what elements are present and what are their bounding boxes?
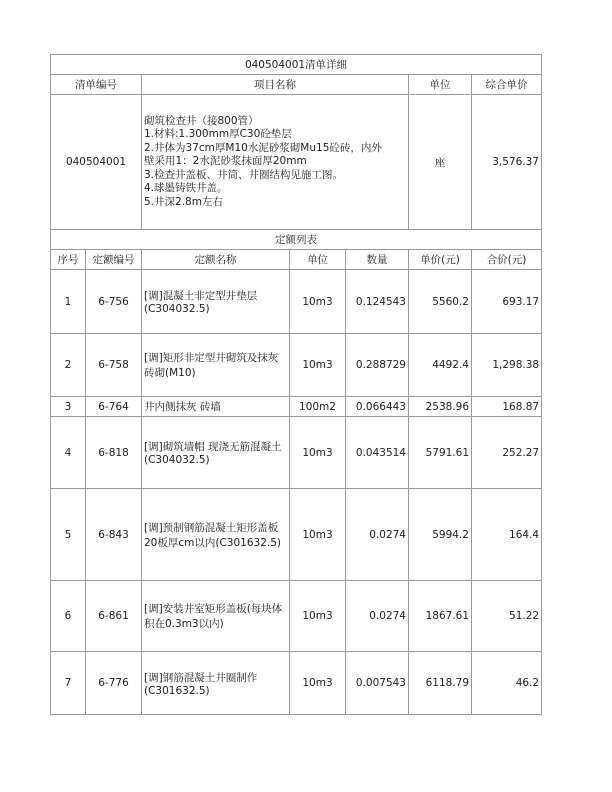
row-price: 5560.2 bbox=[409, 270, 472, 334]
header-quota-unit: 单位 bbox=[290, 250, 346, 270]
row-unit: 10m3 bbox=[290, 489, 346, 581]
row-total: 51.22 bbox=[472, 581, 542, 652]
row-price: 5994.2 bbox=[409, 489, 472, 581]
row-qty: 0.066443 bbox=[346, 397, 409, 417]
header-unit: 单位 bbox=[409, 75, 472, 95]
row-seq: 5 bbox=[51, 489, 86, 581]
desc-line: 1.材料:1.300mm厚C30砼垫层 bbox=[144, 128, 292, 141]
row-name: [调]钢筋混凝土井圈制作(C301632.5) bbox=[142, 652, 290, 715]
table-row bbox=[51, 417, 542, 489]
row-total: 168.87 bbox=[472, 397, 542, 417]
table-row bbox=[51, 489, 542, 581]
header-seq: 序号 bbox=[51, 250, 86, 270]
row-qty: 0.0274 bbox=[346, 581, 409, 652]
table-row bbox=[51, 652, 542, 715]
header-item-name: 项目名称 bbox=[142, 75, 409, 95]
row-seq: 4 bbox=[51, 417, 86, 489]
row-code: 6-843 bbox=[86, 489, 142, 581]
row-code: 6-756 bbox=[86, 270, 142, 334]
header-price: 单价(元) bbox=[409, 250, 472, 270]
desc-line: 2.井体为37cm厚M10水泥砂浆砌Mu15砼砖，内外 bbox=[144, 141, 382, 154]
row-total: 252.27 bbox=[472, 417, 542, 489]
header-total: 合价(元) bbox=[472, 250, 542, 270]
row-total: 1,298.38 bbox=[472, 334, 542, 397]
row-code: 6-758 bbox=[86, 334, 142, 397]
row-name: [调]安装井室矩形盖板(每块体积在0.3m3以内) bbox=[142, 581, 290, 652]
row-seq: 1 bbox=[51, 270, 86, 334]
desc-line: 壁采用1：2水泥砂浆抹面厚20mm bbox=[144, 155, 307, 168]
row-code: 6-818 bbox=[86, 417, 142, 489]
header-list-code: 清单编号 bbox=[51, 75, 142, 95]
page-title: 040504001清单详细 bbox=[51, 55, 542, 75]
row-price: 1867.61 bbox=[409, 581, 472, 652]
row-name: [调]砌筑墙帽 现浇无筋混凝土(C304032.5) bbox=[142, 417, 290, 489]
row-name: [调]预制钢筋混凝土矩形盖板20板厚cm以内(C301632.5) bbox=[142, 489, 290, 581]
row-total: 164.4 bbox=[472, 489, 542, 581]
row-qty: 0.124543 bbox=[346, 270, 409, 334]
bill-detail-table bbox=[50, 54, 542, 230]
row-price: 6118.79 bbox=[409, 652, 472, 715]
quota-table bbox=[50, 229, 542, 715]
quota-title: 定额列表 bbox=[51, 230, 542, 250]
list-item-description bbox=[142, 95, 409, 230]
row-name: 井内侧抹灰 砖墙 bbox=[142, 397, 290, 417]
row-total: 46.2 bbox=[472, 652, 542, 715]
list-item-unit: 座 bbox=[409, 95, 472, 230]
row-unit: 100m2 bbox=[290, 397, 346, 417]
header-quota-name: 定额名称 bbox=[142, 250, 290, 270]
row-name: [调]矩形非定型井砌筑及抹灰 砖砌(M10) bbox=[142, 334, 290, 397]
row-seq: 6 bbox=[51, 581, 86, 652]
row-seq: 3 bbox=[51, 397, 86, 417]
row-name: [调]混凝土非定型井垫层(C304032.5) bbox=[142, 270, 290, 334]
row-seq: 7 bbox=[51, 652, 86, 715]
desc-line: 砌筑检查井（接800管） bbox=[144, 114, 259, 127]
row-price: 5791.61 bbox=[409, 417, 472, 489]
row-qty: 0.043514 bbox=[346, 417, 409, 489]
row-qty: 0.288729 bbox=[346, 334, 409, 397]
row-qty: 0.007543 bbox=[346, 652, 409, 715]
row-seq: 2 bbox=[51, 334, 86, 397]
list-item-code: 040504001 bbox=[51, 95, 142, 230]
desc-line: 3.检查井盖板、井筒、井圈结构见施工图。 bbox=[144, 168, 344, 181]
row-code: 6-776 bbox=[86, 652, 142, 715]
row-unit: 10m3 bbox=[290, 334, 346, 397]
header-quota-code: 定额编号 bbox=[86, 250, 142, 270]
row-unit: 10m3 bbox=[290, 581, 346, 652]
row-price: 4492.4 bbox=[409, 334, 472, 397]
table-row bbox=[51, 270, 542, 334]
list-item-price: 3,576.37 bbox=[472, 95, 542, 230]
table-row bbox=[51, 397, 542, 417]
desc-line: 5.井深2.8m左右 bbox=[144, 195, 223, 208]
desc-line: 4.球墨铸铁井盖。 bbox=[144, 182, 228, 195]
row-code: 6-861 bbox=[86, 581, 142, 652]
header-quantity: 数量 bbox=[346, 250, 409, 270]
row-qty: 0.0274 bbox=[346, 489, 409, 581]
table-row bbox=[51, 334, 542, 397]
table-row bbox=[51, 581, 542, 652]
row-unit: 10m3 bbox=[290, 652, 346, 715]
row-unit: 10m3 bbox=[290, 417, 346, 489]
header-unit-price: 综合单价 bbox=[472, 75, 542, 95]
row-price: 2538.96 bbox=[409, 397, 472, 417]
row-code: 6-764 bbox=[86, 397, 142, 417]
row-total: 693.17 bbox=[472, 270, 542, 334]
row-unit: 10m3 bbox=[290, 270, 346, 334]
